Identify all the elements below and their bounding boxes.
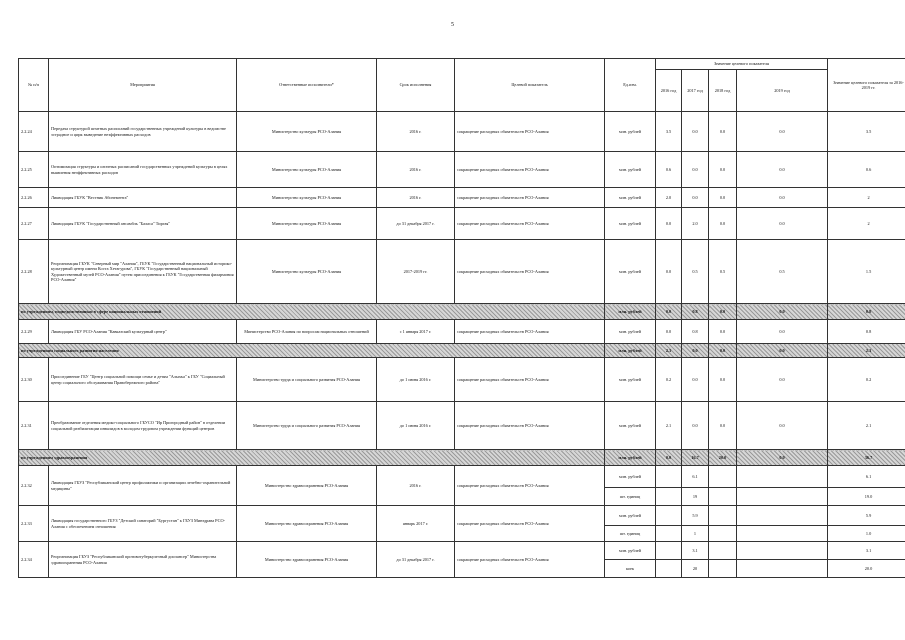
row-unit: млн. рублей <box>605 152 656 188</box>
row-value-v2016 <box>656 466 682 488</box>
row-value-v2017: 19 <box>682 488 709 506</box>
row-deadline: 2017-2019 гг. <box>377 240 455 304</box>
row-unit: млн. рублей <box>605 402 656 450</box>
header-responsible: Ответственные исполнители* <box>237 59 377 112</box>
header-year-2018: 2018 год <box>709 70 737 112</box>
row-value-v2016: 0.0 <box>656 208 682 240</box>
row-measure: Ликвидация ГБУ РСО-Алания "Кавказский культурный центр" <box>49 320 237 344</box>
row-responsible: Министерство культуры РСО-Алания <box>237 188 377 208</box>
row-deadline: до 1 июня 2016 г. <box>377 358 455 402</box>
section-unit: млн. рублей <box>605 450 656 466</box>
row-num: 2.2.29 <box>19 320 49 344</box>
row-value-v2019: 0.0 <box>737 320 828 344</box>
row-value-v2018 <box>709 506 737 526</box>
row-value-v2016 <box>656 526 682 542</box>
row-value-v2018: 0.0 <box>709 358 737 402</box>
row-indicator: сокращение расходных обязательств РСО-Алания <box>455 208 605 240</box>
row-value-v2017: 0.5 <box>682 240 709 304</box>
row-value-v2017: 6.1 <box>682 466 709 488</box>
row-value-v2017: 0.0 <box>682 112 709 152</box>
row-num: 2.2.34 <box>19 542 49 578</box>
section-value-v2019: 0.0 <box>737 344 828 358</box>
row-value-v2018 <box>709 488 737 506</box>
section-value-v2016: 2.3 <box>656 344 682 358</box>
row-num: 2.2.28 <box>19 240 49 304</box>
row-deadline: январь 2017 г. <box>377 506 455 542</box>
section-value-v2019: 0.0 <box>737 450 828 466</box>
row-value-v2019 <box>737 506 828 526</box>
row-value-v2017: 0.0 <box>682 358 709 402</box>
row-measure: Присоединение ГБУ "Центр социальной помощи семье и детям "Алыхъа" к ГБУ "Социальный центр социального обслуживания Правобережного района" <box>49 358 237 402</box>
header-year-2017: 2017 год <box>682 70 709 112</box>
row-deadline: 2016 г. <box>377 112 455 152</box>
section-value-v2018: 20.0 <box>709 450 737 466</box>
row-value-total: 1.0 <box>828 526 905 542</box>
row-value-v2019: 0.0 <box>737 208 828 240</box>
section-value-v2016: 0.0 <box>656 450 682 466</box>
row-value-v2016 <box>656 560 682 578</box>
table-row <box>19 320 905 344</box>
table-row <box>19 402 905 450</box>
row-unit: млн. рублей <box>605 506 656 526</box>
row-responsible: Министерство культуры РСО-Алания <box>237 112 377 152</box>
section-unit: млн. рублей <box>605 344 656 358</box>
row-value-total: 5.9 <box>828 506 905 526</box>
row-measure: Оптимизация структуры и штатных расписаний государственных учреждений культуры в целях выявления неэффективных расходов <box>49 152 237 188</box>
row-value-v2017: 0.0 <box>682 188 709 208</box>
row-indicator: сокращение расходных обязательств РСО-Алания <box>455 542 605 578</box>
section-value-v2019: 0.0 <box>737 304 828 320</box>
row-unit: млн. рублей <box>605 112 656 152</box>
row-value-v2019: 0.0 <box>737 402 828 450</box>
row-indicator: сокращение расходных обязательств РСО-Алания <box>455 240 605 304</box>
row-deadline: до 31 декабря 2017 г. <box>377 542 455 578</box>
row-indicator: сокращение расходных обязательств РСО-Алания <box>455 320 605 344</box>
measures-table <box>18 58 905 578</box>
row-value-v2017: 2.0 <box>682 208 709 240</box>
row-value-v2017: 3.1 <box>682 542 709 560</box>
row-unit: млн. рублей <box>605 542 656 560</box>
row-indicator: сокращение расходных обязательств РСО-Алания <box>455 112 605 152</box>
row-value-v2017: 20 <box>682 560 709 578</box>
section-value-v2018: 0.0 <box>709 304 737 320</box>
row-unit: млн. рублей <box>605 208 656 240</box>
row-responsible: Министерство здравоохранения РСО-Алания <box>237 466 377 506</box>
table-row <box>19 506 905 526</box>
header-deadline: Срок исполнения <box>377 59 455 112</box>
header-unit: Ед.изм. <box>605 59 656 112</box>
row-value-v2016: 2.0 <box>656 188 682 208</box>
row-num: 2.2.31 <box>19 402 49 450</box>
section-value-v2018: 0.0 <box>709 344 737 358</box>
row-responsible: Министерство культуры РСО-Алания <box>237 240 377 304</box>
row-value-v2018: 0.0 <box>709 208 737 240</box>
row-value-v2018: 0.0 <box>709 402 737 450</box>
row-value-v2016: 0.6 <box>656 152 682 188</box>
header-measure: Мероприятия <box>49 59 237 112</box>
row-responsible: Министерство здравоохранения РСО-Алания <box>237 506 377 542</box>
section-row <box>19 450 905 466</box>
row-value-v2018: 0.0 <box>709 112 737 152</box>
row-value-v2019: 0.0 <box>737 188 828 208</box>
table-row <box>19 112 905 152</box>
row-num: 2.2.26 <box>19 188 49 208</box>
row-value-total: 20.0 <box>828 560 905 578</box>
table-row <box>19 358 905 402</box>
page-number: 5 <box>451 22 454 28</box>
row-indicator: сокращение расходных обязательств РСО-Алания <box>455 358 605 402</box>
row-value-v2019 <box>737 488 828 506</box>
row-indicator: сокращение расходных обязательств РСО-Алания <box>455 466 605 506</box>
section-value-v2017: 0.0 <box>682 344 709 358</box>
table-row <box>19 466 905 488</box>
row-value-v2018: 0.0 <box>709 188 737 208</box>
section-value-v2016: 0.0 <box>656 304 682 320</box>
header-year-2016: 2016 год <box>656 70 682 112</box>
row-value-total: 2 <box>828 188 905 208</box>
row-unit: коек <box>605 560 656 578</box>
row-indicator: сокращение расходных обязательств РСО-Алания <box>455 152 605 188</box>
row-value-v2019: 0.0 <box>737 152 828 188</box>
table-header <box>19 59 905 112</box>
header-num: № п/п <box>19 59 49 112</box>
section-label: по учреждениям социального развития населения <box>19 344 605 358</box>
row-value-total: 2 <box>828 208 905 240</box>
row-num: 2.2.33 <box>19 506 49 542</box>
row-measure: Преобразование отделения медико-социального ГБУСО "Ир Пригородный район" в отделении социальной реабилитации инвалидов в молодом трудовом учреждении функций центров <box>49 402 237 450</box>
row-value-total: 0.2 <box>828 358 905 402</box>
row-indicator: сокращение расходных обязательств РСО-Алания <box>455 506 605 542</box>
row-indicator: сокращение расходных обязательств РСО-Алания <box>455 402 605 450</box>
row-value-v2019 <box>737 466 828 488</box>
section-row <box>19 304 905 320</box>
row-measure: Ликвидация ГБУК "Вестник Абонемента" <box>49 188 237 208</box>
row-unit: шт. единиц <box>605 488 656 506</box>
section-value-v2017: 0.8 <box>682 304 709 320</box>
table-row <box>19 240 905 304</box>
header-year-2019: 2019 год <box>737 70 828 112</box>
row-unit: млн. рублей <box>605 240 656 304</box>
row-unit: млн. рублей <box>605 466 656 488</box>
row-value-total: 2.1 <box>828 402 905 450</box>
row-responsible: Министерство РСО-Алания по вопросам национальных отношений <box>237 320 377 344</box>
row-value-v2016 <box>656 488 682 506</box>
row-value-v2016 <box>656 542 682 560</box>
row-value-v2018: 0.5 <box>709 240 737 304</box>
row-value-total: 0.6 <box>828 152 905 188</box>
row-value-v2018 <box>709 466 737 488</box>
section-value-total: 0.8 <box>828 304 905 320</box>
row-measure: Реорганизация ГБУК "Северный мир "Алания", ГБУК "Государственный национальный историко-культурный центр имени Коста Хетагурова", ГБУК "Государственный национальный Художественный музей РСО-Алания" путем присоединения к ГБУК "Государственная филармония РСО-Алания" <box>49 240 237 304</box>
row-value-v2019: 0.0 <box>737 358 828 402</box>
row-value-v2017: 0.8 <box>682 320 709 344</box>
row-value-total: 0.8 <box>828 320 905 344</box>
row-measure: Ликвидация ГБУЗ "Республиканский центр профилактики и организации лечебно-охранительной медицины" <box>49 466 237 506</box>
row-value-v2019: 0.5 <box>737 240 828 304</box>
row-deadline: до 1 июня 2016 г. <box>377 402 455 450</box>
header-values-group: Значение целевого показателя <box>656 59 828 70</box>
header-total: Значение целевого показателя за 2016-2019 гг. <box>828 59 905 112</box>
row-value-v2016: 0.0 <box>656 320 682 344</box>
table-row <box>19 542 905 560</box>
table-row <box>19 208 905 240</box>
row-num: 2.2.30 <box>19 358 49 402</box>
section-label: по учреждениям, подведомственным в сфере национальных отношений <box>19 304 605 320</box>
row-num: 2.2.27 <box>19 208 49 240</box>
row-responsible: Министерство здравоохранения РСО-Алания <box>237 542 377 578</box>
row-unit: млн. рублей <box>605 358 656 402</box>
row-value-v2018: 0.0 <box>709 320 737 344</box>
row-value-v2018: 0.0 <box>709 152 737 188</box>
row-value-total: 3.5 <box>828 112 905 152</box>
row-measure: Реорганизация ГБУЗ "Республиканский противотуберкулезный диспансер" Министерства здравоохранения РСО-Алания <box>49 542 237 578</box>
row-value-total: 19.0 <box>828 488 905 506</box>
row-value-v2016: 0.0 <box>656 240 682 304</box>
row-value-total: 6.1 <box>828 466 905 488</box>
row-measure: Ликвидация государственного ГБУЗ "Детский санаторий "Бургустан" к ГБУЗ Минздрава РСО-Алания с обеспечением отношения <box>49 506 237 542</box>
row-deadline: с 1 января 2017 г. <box>377 320 455 344</box>
row-value-v2016: 3.5 <box>656 112 682 152</box>
row-value-v2016: 2.1 <box>656 402 682 450</box>
row-deadline: 2016 г. <box>377 466 455 506</box>
row-value-v2017: 1 <box>682 526 709 542</box>
row-measure: Ликвидация ГБУК "Государственный ансамбль "Баласа" Тиргая" <box>49 208 237 240</box>
row-responsible: Министерство культуры РСО-Алания <box>237 152 377 188</box>
row-value-v2016: 0.2 <box>656 358 682 402</box>
row-num: 2.2.32 <box>19 466 49 506</box>
row-value-v2019 <box>737 542 828 560</box>
row-deadline: до 31 декабря 2017 г. <box>377 208 455 240</box>
row-value-v2019 <box>737 526 828 542</box>
section-value-v2017: 16.7 <box>682 450 709 466</box>
row-responsible: Министерство труда и социального развития РСО-Алания <box>237 402 377 450</box>
table-row <box>19 152 905 188</box>
row-value-v2019: 0.0 <box>737 112 828 152</box>
row-value-v2017: 5.9 <box>682 506 709 526</box>
table-body <box>19 112 905 578</box>
header-indicator: Целевой показатель <box>455 59 605 112</box>
row-num: 2.2.25 <box>19 152 49 188</box>
row-value-total: 1.5 <box>828 240 905 304</box>
table-row <box>19 188 905 208</box>
row-deadline: 2016 г. <box>377 152 455 188</box>
row-value-v2018 <box>709 542 737 560</box>
row-deadline: 2016 г. <box>377 188 455 208</box>
row-unit: млн. рублей <box>605 188 656 208</box>
row-unit: шт. единиц <box>605 526 656 542</box>
row-responsible: Министерство труда и социального развития РСО-Алания <box>237 358 377 402</box>
row-value-v2016 <box>656 506 682 526</box>
row-num: 2.2.24 <box>19 112 49 152</box>
row-responsible: Министерство культуры РСО-Алания <box>237 208 377 240</box>
section-unit: млн. рублей <box>605 304 656 320</box>
row-value-v2018 <box>709 526 737 542</box>
row-value-total: 3.1 <box>828 542 905 560</box>
row-measure: Передача структурой штатных расписаний государственных учреждений культуры в ведомстве эстрадное и цирк выведение неэффективных расходов <box>49 112 237 152</box>
section-value-total: 2.3 <box>828 344 905 358</box>
row-value-v2017: 0.0 <box>682 152 709 188</box>
row-indicator: сокращение расходных обязательств РСО-Алания <box>455 188 605 208</box>
section-row <box>19 344 905 358</box>
section-label: по учреждениям здравоохранения <box>19 450 605 466</box>
row-value-v2019 <box>737 560 828 578</box>
row-unit: млн. рублей <box>605 320 656 344</box>
section-value-total: 36.7 <box>828 450 905 466</box>
row-value-v2017: 0.0 <box>682 402 709 450</box>
row-value-v2018 <box>709 560 737 578</box>
